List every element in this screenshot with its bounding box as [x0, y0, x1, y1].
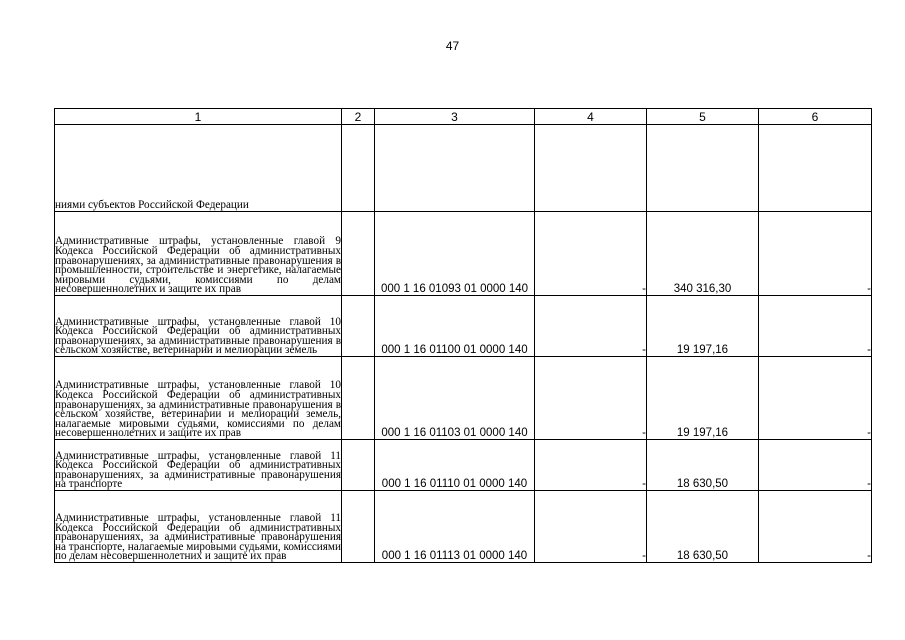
row-col-6: - — [759, 440, 872, 491]
row-col-6: - — [759, 212, 872, 296]
row-col-6: - — [759, 296, 872, 357]
row-col-2 — [342, 296, 375, 357]
header-col-1: 1 — [55, 109, 342, 125]
row-col-4: - — [535, 491, 647, 563]
row-col-5: 18 630,50 — [647, 440, 759, 491]
row-col-2 — [342, 212, 375, 296]
row-col-6: - — [759, 491, 872, 563]
table-row — [55, 491, 872, 563]
row-code: 000 1 16 01100 01 0000 140 — [375, 296, 535, 357]
row-col-5: 19 197,16 — [647, 296, 759, 357]
row-col-5: 340 316,30 — [647, 212, 759, 296]
row-name: Административные штрафы, установленные главой 10 Кодекса Российской Федерации об административных правонарушениях, за административные правонарушения в сельском хозяйстве, ветеринарии и мелиорации земель — [55, 296, 342, 357]
table-row — [55, 440, 872, 491]
row-col-4 — [535, 125, 647, 212]
row-code — [375, 125, 535, 212]
row-name: Административные штрафы, установленные главой 9 Кодекса Российской Федерации об административных правонарушениях, за административные правонарушения в промышленности, строительстве и энергетике, налагаемые мировыми судьями, комиссиями по делам несовершеннолетних и защите их прав — [55, 212, 342, 296]
row-name: Административные штрафы, установленные главой 11 Кодекса Российской Федерации об административных правонарушениях, за административные правонарушения на транспорте — [55, 440, 342, 491]
row-col-5 — [647, 125, 759, 212]
row-col-5: 19 197,16 — [647, 357, 759, 440]
row-col-2 — [342, 491, 375, 563]
header-col-6: 6 — [759, 109, 872, 125]
header-col-5: 5 — [647, 109, 759, 125]
row-col-6: - — [759, 357, 872, 440]
row-code: 000 1 16 01093 01 0000 140 — [375, 212, 535, 296]
row-col-2 — [342, 440, 375, 491]
budget-table — [54, 108, 872, 563]
table-row — [55, 357, 872, 440]
row-col-4: - — [535, 357, 647, 440]
row-code: 000 1 16 01113 01 0000 140 — [375, 491, 535, 563]
row-col-2 — [342, 357, 375, 440]
row-col-4: - — [535, 296, 647, 357]
header-col-2: 2 — [342, 109, 375, 125]
table-row — [55, 296, 872, 357]
header-col-3: 3 — [375, 109, 535, 125]
row-name: ниями субъектов Российской Федерации — [55, 125, 342, 212]
page-number: 47 — [445, 39, 460, 53]
row-code: 000 1 16 01103 01 0000 140 — [375, 357, 535, 440]
table-header-row — [55, 109, 872, 125]
row-col-6 — [759, 125, 872, 212]
row-code: 000 1 16 01110 01 0000 140 — [375, 440, 535, 491]
table-row — [55, 125, 872, 212]
row-col-5: 18 630,50 — [647, 491, 759, 563]
row-name: Административные штрафы, установленные главой 11 Кодекса Российской Федерации об административных правонарушениях, за административные правонарушения на транспорте, налагаемые мировыми судьями, комиссиями по делам несовершеннолетних и защите их прав — [55, 491, 342, 563]
table-row — [55, 212, 872, 296]
row-col-2 — [342, 125, 375, 212]
row-col-4: - — [535, 212, 647, 296]
row-col-4: - — [535, 440, 647, 491]
row-name: Административные штрафы, установленные главой 10 Кодекса Российской Федерации об административных правонарушениях, за административные правонарушения в сельском хозяйстве, ветеринарии и мелиорации земель, налагаемые мировыми судьями, комиссиями по делам несовершеннолетних и защите их прав — [55, 357, 342, 440]
header-col-4: 4 — [535, 109, 647, 125]
